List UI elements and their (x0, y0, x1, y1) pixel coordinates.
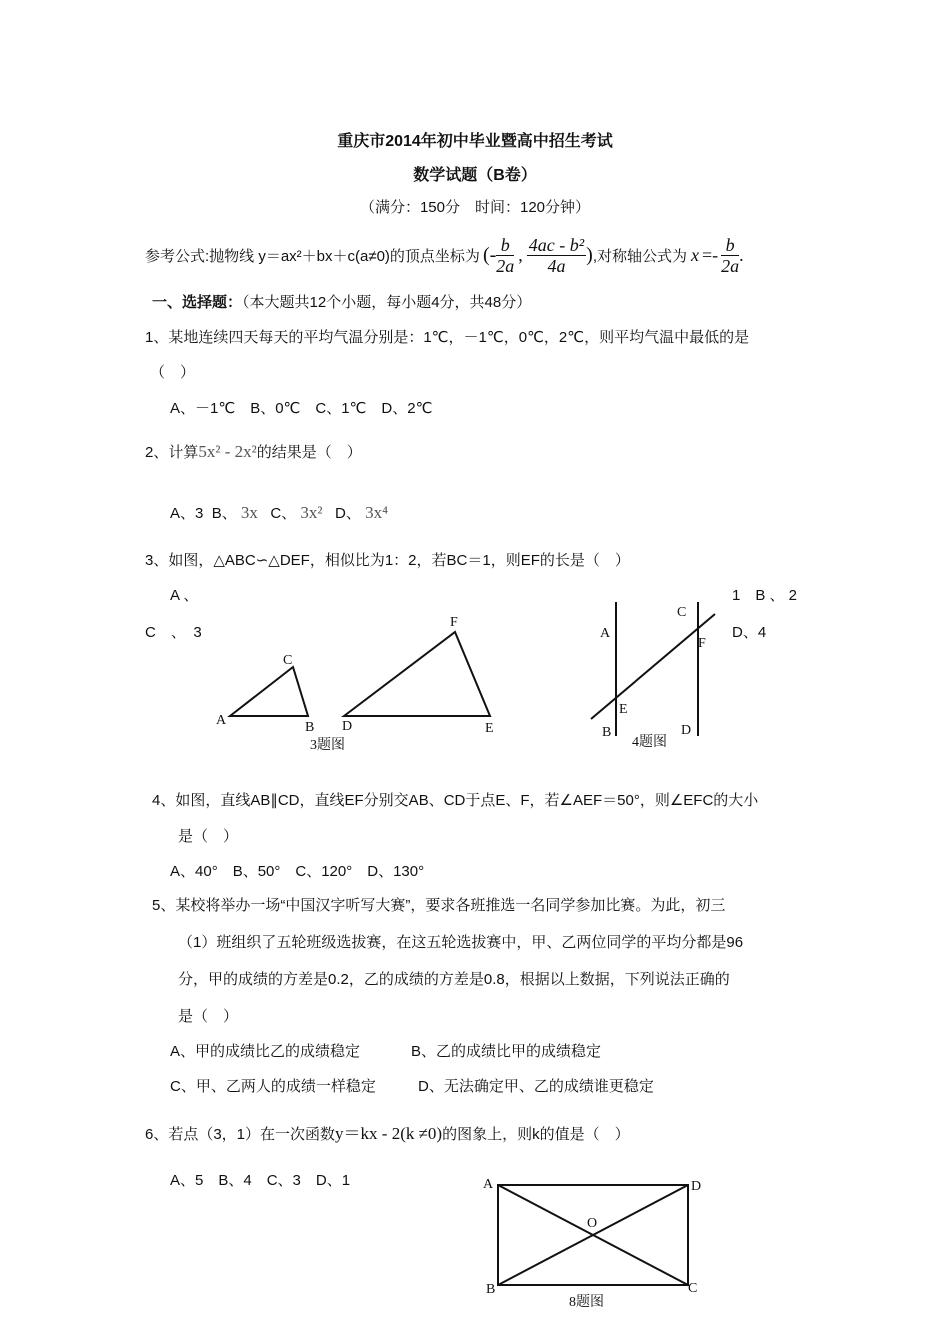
vertex-x-den: 2a (496, 255, 515, 276)
label-d: D (691, 1179, 702, 1194)
label-b: B (602, 725, 612, 740)
label-d: D (342, 719, 353, 734)
q2-option-b-expr: 3x (240, 503, 258, 522)
exam-title: 重庆市2014年初中毕业暨高中招生考试 (337, 133, 613, 150)
question-1: 1、某地连续四天每天的平均气温分别是：1℃，－1℃，0℃，2℃，则平均气温中最低的是 (145, 329, 750, 346)
question-4-cont: 是（ ） (178, 828, 239, 845)
exam-info: （满分：150分 时间：120分钟） (359, 199, 591, 216)
vertex-x-num: b (496, 235, 514, 256)
question-5-line3: 分，甲的成绩的方差是0.2，乙的成绩的方差是0.8，根据以上数据，下列说法正确的 (178, 971, 730, 988)
question-1-cont: （ ） (150, 364, 196, 381)
question-5-line4: 是（ ） (178, 1008, 239, 1025)
q3-option-d: D、4 (732, 624, 767, 641)
vertex-y-num: 4ac - b² (528, 234, 585, 255)
formula-prefix: 参考公式:抛物线 y＝ax²＋bx＋c(a≠0)的顶点坐标为 (145, 247, 480, 265)
q3-option-a: A 、 (170, 587, 199, 604)
question-2-prefix: 2、计算 (145, 444, 199, 461)
label-a: A (483, 1177, 494, 1192)
label-e: E (619, 702, 628, 717)
q5-option-a: A、甲的成绩比乙的成绩稳定 (170, 1043, 361, 1060)
figure-3 (210, 610, 510, 760)
section-heading-note: （本大题共12个小题，每小题4分，共48分） (242, 294, 532, 311)
label-o: O (587, 1216, 598, 1231)
label-a: A (600, 626, 611, 641)
q5-option-c: C、甲、乙两人的成绩一样稳定 (170, 1078, 376, 1095)
question-6-prefix: 6、若点（3，1）在一次函数 (145, 1126, 336, 1143)
label-f: F (450, 615, 458, 630)
figure-4 (585, 598, 735, 753)
question-2-suffix: 的结果是（ ） (256, 444, 362, 461)
label-c: C (677, 605, 687, 620)
figure-8 (478, 1170, 718, 1315)
question-6-suffix: 的图象上，则k的值是（ ） (442, 1126, 630, 1143)
q5-option-d: D、无法确定甲、乙的成绩谁更稳定 (418, 1078, 654, 1095)
question-3: 3、如图，△ABC∽△DEF，相似比为1：2，若BC＝1，则EF的长是（ ） (145, 552, 630, 569)
vertex-y-den: 4a (547, 255, 566, 276)
q3-option-ab: 1 B 、 2 (732, 587, 798, 604)
figure-8-caption: 8题图 (569, 1295, 604, 1310)
question-6-options: A、5 B、4 C、3 D、1 (170, 1172, 351, 1189)
question-2 (145, 441, 362, 462)
vertex-x-fraction (496, 235, 514, 276)
question-4: 4、如图，直线AB∥CD，直线EF分别交AB、CD于点E、F，若∠AEF＝50°，则∠EFC的大小 (152, 792, 759, 809)
label-e: E (485, 721, 494, 736)
label-f: F (698, 636, 706, 651)
vertex-y-fraction (527, 235, 586, 276)
label-a: A (216, 713, 227, 728)
question-2-options (170, 502, 388, 523)
q2-option-b: B、 (211, 505, 237, 522)
axis-num: b (721, 235, 739, 256)
q2-option-d-expr: 3x⁴ (365, 503, 388, 522)
label-b: B (305, 720, 315, 735)
axis-den: 2a (721, 255, 740, 276)
q2-option-c-expr: 3x² (300, 503, 323, 522)
q2-option-c: C、 (270, 505, 297, 522)
question-1-options: A、－1℃ B、0℃ C、1℃ D、2℃ (170, 400, 433, 417)
question-4-options: A、40° B、50° C、120° D、130° (170, 863, 425, 880)
question-6 (145, 1119, 630, 1144)
question-5-line2: （1）班组织了五轮班级选拔赛，在这五轮选拔赛中，甲、乙两位同学的平均分都是96 (178, 934, 744, 951)
q3-option-c: C 、 3 (145, 624, 202, 641)
formula-middle: ,对称轴公式为 (592, 247, 687, 265)
label-d: D (681, 723, 692, 738)
label-c: C (283, 653, 293, 668)
q5-option-b: B、乙的成绩比甲的成绩稳定 (411, 1043, 602, 1060)
reference-formula: 参考公式:抛物线 y＝ax²＋bx＋c(a≠0)的顶点坐标为 (- $\frac{b}{2a}$ , $\frac{\text{4ac - b²}}{4a}$ ) ,对称轴公式为 x =- $\frac{b}{2a}$ . (145, 234, 744, 276)
label-c: C (688, 1281, 698, 1296)
question-5-line1: 5、某校将举办一场“中国汉字听写大赛”，要求各班推选一名同学参加比赛。为此，初三 (152, 897, 726, 914)
triangle-abc (230, 667, 308, 716)
triangle-def (344, 632, 490, 716)
q2-option-d: D、 (335, 505, 361, 522)
section-heading-label: 一、选择题： (152, 294, 243, 311)
section-heading (152, 291, 531, 312)
exam-subtitle: 数学试题（B卷） (413, 167, 537, 184)
question-6-expr: y＝kx - 2(k ≠0) (335, 1124, 443, 1143)
q2-option-a: A、3 (170, 505, 204, 522)
figure-4-caption: 4题图 (632, 735, 667, 750)
figure-3-caption: 3题图 (310, 738, 345, 753)
question-2-expr: 5x² - 2x² (198, 442, 257, 461)
label-b: B (486, 1282, 496, 1297)
axis-fraction (721, 235, 739, 276)
